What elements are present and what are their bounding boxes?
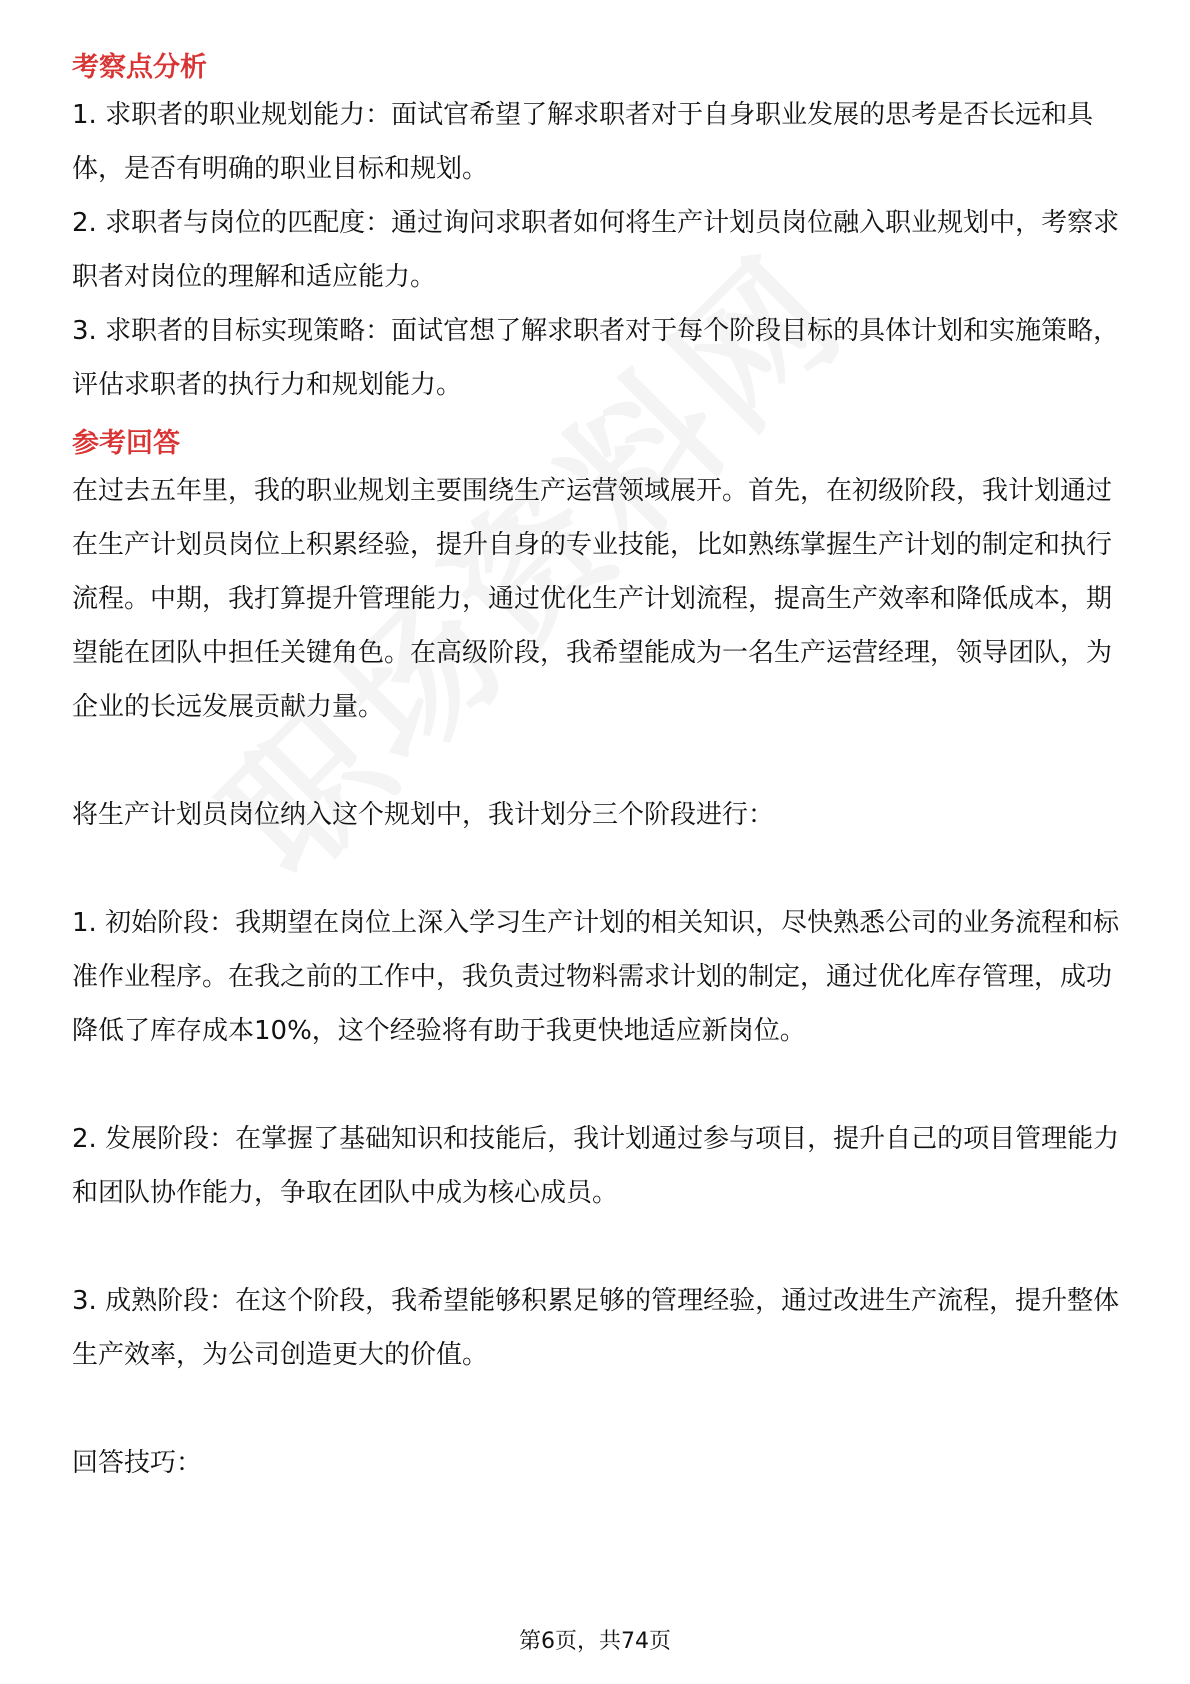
analysis-item: 1. 求职者的职业规划能力：面试官希望了解求职者对于自身职业发展的思考是否长远和具体，是否有明确的职业目标和规划。 — [72, 100, 1094, 184]
plan-intro: 将生产计划员岗位纳入这个规划中，我计划分三个阶段进行： — [72, 800, 775, 830]
analysis-heading: 考察点分析 — [72, 52, 207, 83]
stage-item: 3. 成熟阶段：在这个阶段，我希望能够积累足够的管理经验，通过改进生产流程，提升整体生产效率，为公司创造更大的价值。 — [72, 1286, 1120, 1370]
answer-heading: 参考回答 — [72, 428, 180, 459]
answer-intro: 在过去五年里，我的职业规划主要围绕生产运营领域展开。首先，在初级阶段，我计划通过在生产计划员岗位上积累经验，提升自身的专业技能，比如熟练掌握生产计划的制定和执行流程。中期，我打算提升管理能力，通过优化生产计划流程，提高生产效率和降低成本，期望能在团队中担任关键角色。在高级阶段，我希望能成为一名生产运营经理，领导团队，为企业的长远发展贡献力量。 — [72, 476, 1113, 722]
page-number: 第6页，共74页 — [519, 1629, 671, 1654]
stage-item: 2. 发展阶段：在掌握了基础知识和技能后，我计划通过参与项目，提升自己的项目管理能力和团队协作能力，争取在团队中成为核心成员。 — [72, 1124, 1120, 1208]
analysis-item: 2. 求职者与岗位的匹配度：通过询问求职者如何将生产计划员岗位融入职业规划中，考察求职者对岗位的理解和适应能力。 — [72, 208, 1120, 292]
analysis-item: 3. 求职者的目标实现策略：面试官想了解求职者对于每个阶段目标的具体计划和实施策略，评估求职者的执行力和规划能力。 — [72, 316, 1120, 400]
document-body — [72, 48, 1122, 1490]
tips-label: 回答技巧： — [72, 1448, 203, 1478]
stage-item: 1. 初始阶段：我期望在岗位上深入学习生产计划的相关知识，尽快熟悉公司的业务流程和标准作业程序。在我之前的工作中，我负责过物料需求计划的制定，通过优化库存管理，成功降低了库存成本10%，这个经验将有助于我更快地适应新岗位。 — [72, 908, 1120, 1046]
